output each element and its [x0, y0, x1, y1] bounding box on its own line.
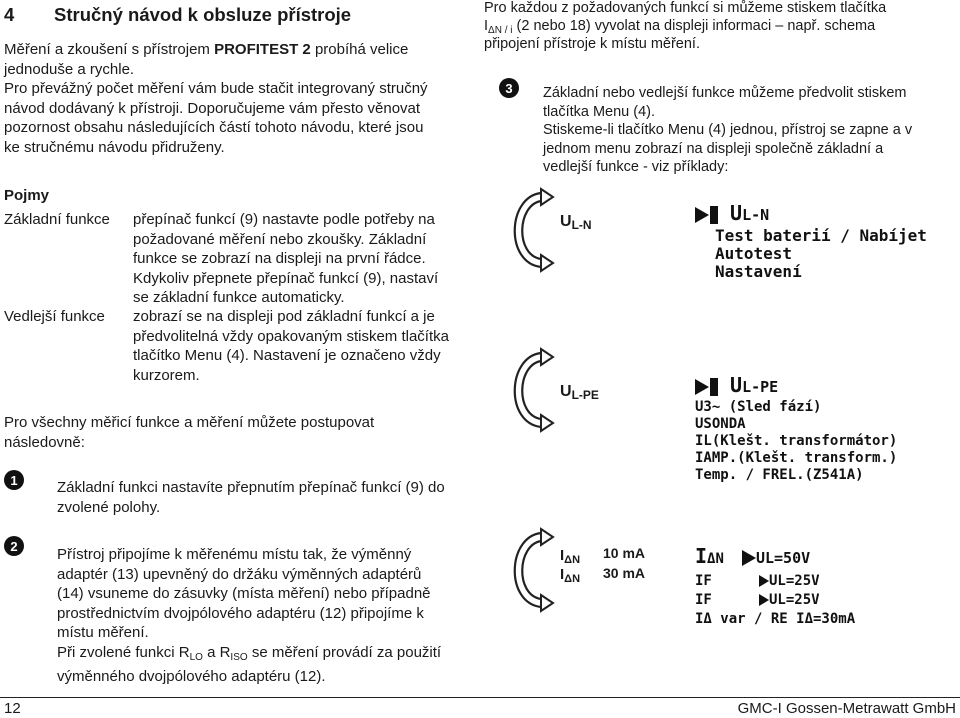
section-number: 4: [4, 4, 15, 25]
lcd-value: UL=50V: [755, 549, 811, 567]
lcd-title-sub: ΔN: [707, 551, 724, 567]
cursor-pointer-icon: [695, 207, 709, 223]
procedure-line: Pro všechny měřicí funkce a měření můžete postupovat: [4, 414, 375, 431]
subscript: LO: [189, 652, 203, 663]
section-title: Stručný návod k obsluze přístroje: [54, 4, 352, 25]
lcd-title-row: [695, 543, 957, 572]
switch-value-10ma: 10 mA: [603, 545, 646, 561]
lcd-row: [695, 572, 957, 591]
cursor-pointer-icon: [742, 550, 756, 566]
company-name: GMC-I Gossen-Metrawatt GmbH: [737, 700, 956, 717]
subscript: ISO: [230, 652, 248, 663]
right-line: Pro každou z požadovaných funkcí si můžeme stiskem tlačítka: [484, 0, 887, 16]
definition-line: předvolitelná vždy opakovaným stiskem tlačítka: [133, 327, 449, 345]
term-secondary-function: Vedlejší funkce: [4, 308, 105, 325]
note-text: Při zvolené funkci R: [57, 644, 190, 661]
right-intro: [484, 0, 956, 54]
intro-line: jednoduše a rychle.: [4, 60, 135, 78]
step-2-bullet: 2: [4, 536, 24, 556]
lcd-row: IΔ var / RE IΔ=30mA: [695, 611, 856, 627]
rotary-switch-icon: [497, 525, 557, 615]
lcd-row-label: IF: [695, 592, 712, 608]
lcd-title: I: [695, 544, 708, 568]
lcd-value: UL=25V: [769, 592, 820, 608]
step-line: Přístroj připojíme k měřenému místu tak, že výměnný: [57, 546, 412, 563]
definition-line: zobrazí se na displeji pod základní funkcí a je: [133, 308, 435, 325]
intro-paragraph: [4, 40, 474, 157]
lcd-title-row: [695, 373, 957, 399]
cursor-pointer-icon: [695, 379, 709, 395]
note-text: a R: [202, 644, 231, 661]
definition-line: kurzorem.: [133, 366, 200, 384]
page-number: 12: [4, 700, 21, 717]
step-line: jednom menu zobrazí na displeji společně základní a: [543, 140, 884, 157]
intro-line: Pro převážný počet měření vám bude stačit integrovaný stručný: [4, 80, 428, 97]
step-1-bullet: 1: [4, 470, 24, 490]
lcd-row: U3~ (Sled fází): [695, 399, 822, 415]
step-line: prostřednictvím dvojpólového adaptéru (12) připojíme k: [57, 604, 424, 622]
switch-label-uln: UL-N: [560, 213, 592, 232]
definition-line: Kdykoliv přepnete přepínač funkcí (9), nastaví: [133, 269, 439, 287]
procedure-line: následovně:: [4, 433, 85, 451]
definition-line: přepínač funkcí (9) nastavte podle potřeby na: [133, 211, 435, 228]
term-basic-function: Základní funkce: [4, 211, 110, 228]
switch-label-idn-2: $I_{\Delta N}$: [560, 566, 581, 585]
lcd-display-idn: [695, 543, 957, 635]
right-line: připojení přístroje k místu měření.: [484, 36, 700, 52]
rotary-switch-icon: [497, 345, 557, 435]
lcd-row: IAMP.(Klešt. transform.): [695, 450, 898, 466]
procedure-intro: [4, 413, 474, 452]
product-name: PROFITEST 2: [214, 41, 311, 58]
lcd-value: UL=25V: [769, 573, 820, 589]
definition-line: funkce se zobrazí na displeji na první řádce.: [133, 250, 426, 267]
cursor-pointer-icon: [759, 575, 769, 587]
lcd-row: IL(Klešt. transformátor): [695, 433, 898, 449]
lcd-row: Temp. / FREL.(Z541A): [695, 467, 864, 483]
lcd-display-uln: [695, 201, 955, 285]
lcd-title: U: [730, 201, 743, 225]
cursor-pointer-icon: [759, 594, 769, 606]
note-text: se měření provádí za použití: [247, 644, 442, 661]
lcd-row: USONDA: [695, 416, 746, 432]
step-line: tlačítka Menu (4).: [543, 103, 656, 120]
switch-value-30ma: 30 mA: [603, 565, 646, 581]
lcd-title-row: [695, 201, 955, 227]
step-line: místu měření.: [57, 624, 149, 641]
step-line: (14) vsuneme do zásuvky (místa měření) nebo případně: [57, 585, 431, 602]
step-2-note: [57, 643, 477, 686]
right-text: I: [484, 17, 489, 34]
lcd-title-sub: L-PE: [742, 378, 779, 396]
subscript: ΔN / i: [488, 24, 513, 36]
lcd-row: Autotest: [715, 244, 793, 263]
lcd-row-label: IF: [695, 573, 712, 589]
step-3-bullet: 3: [499, 78, 519, 98]
intro-line: ke stručnému návodu přidruženy.: [4, 138, 225, 156]
lcd-display-ulpe: [695, 373, 957, 485]
step-line: adaptér (13) upevněný do držáku výměnných adaptérů: [57, 565, 422, 583]
switch-label-ulpe: UL-PE: [560, 383, 599, 402]
step-line: zvolené polohy.: [57, 498, 161, 516]
step-line: Základní nebo vedlejší funkce můžeme předvolit stiskem: [543, 85, 907, 101]
note-line: výměnného dvojpólového adaptéru (12).: [57, 667, 326, 685]
term-secondary-definition: [133, 307, 478, 385]
intro-line: pozornost obsahu následujících částí tohoto návodu, které jsou: [4, 119, 424, 136]
definition-line: tlačítko Menu (4). Nastavení je označeno vždy: [133, 347, 441, 364]
intro-text: probíhá velice: [310, 41, 409, 58]
step-3-text: [543, 84, 958, 177]
step-2-text: [57, 545, 477, 643]
lcd-title: U: [730, 373, 743, 397]
definition-line: požadované měření nebo zkoušky. Základní: [133, 230, 427, 248]
right-text: (2 nebo 18) vyvolat na displeji informaci – např. schema: [512, 17, 876, 34]
lcd-row: [695, 591, 957, 610]
footer-divider: [0, 697, 960, 698]
step-line: vedlejší funkce - viz příklady:: [543, 159, 729, 175]
intro-line: návod dodávaný k přístroji. Doporučujeme vám přesto věnovat: [4, 99, 421, 117]
lcd-row: Nastavení: [715, 262, 802, 281]
switch-label-idn-1: $I_{\Delta N}$: [560, 547, 581, 566]
lcd-row: Test baterií / Nabíjet: [715, 226, 927, 245]
step-line: Základní funkci nastavíte přepnutím přepínač funkcí (9) do: [57, 479, 445, 496]
rotary-switch-icon: [497, 185, 557, 275]
step-line: Stiskeme-li tlačítko Menu (4) jednou, přístroj se zapne a v: [543, 122, 913, 138]
term-basic-definition: [133, 210, 478, 308]
intro-text: Měření a zkoušení s přístrojem: [4, 41, 215, 58]
definition-line: se základní funkce automaticky.: [133, 289, 345, 306]
terms-heading: Pojmy: [4, 187, 50, 204]
step-1-text: [57, 478, 477, 517]
lcd-title-sub: L-N: [742, 206, 770, 224]
